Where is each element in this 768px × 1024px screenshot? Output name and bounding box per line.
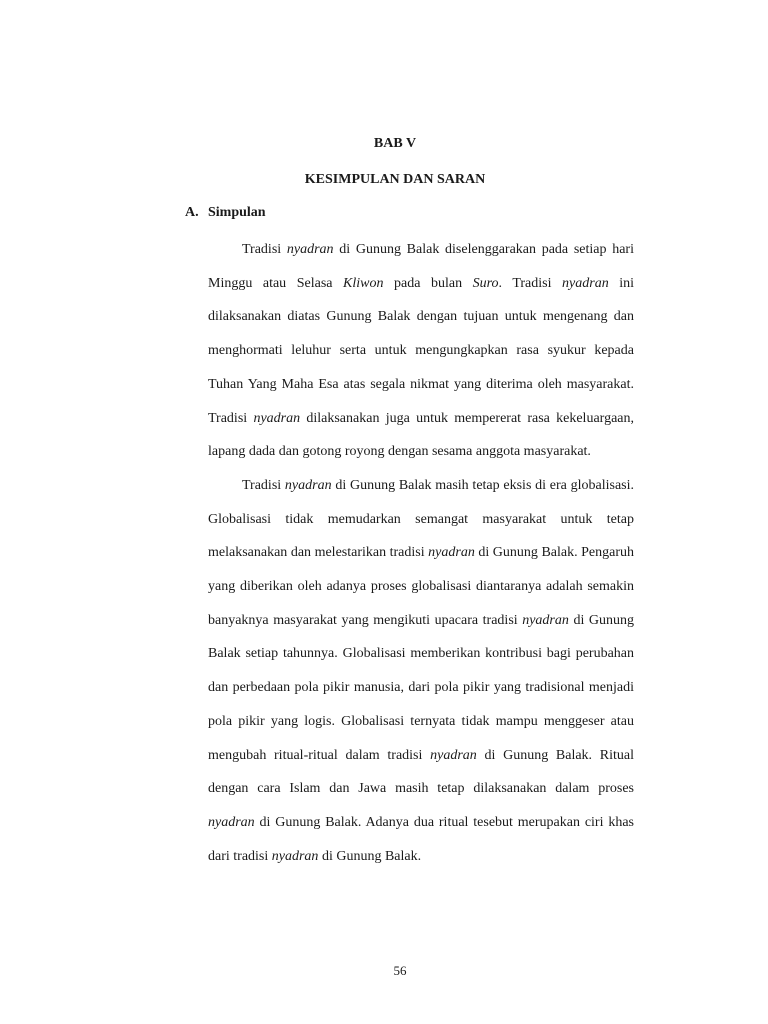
text-run: dilaksanakan juga untuk mempererat rasa kekeluargaan, lapang dada dan gotong royong dengan sesama anggota masyarakat. bbox=[208, 410, 634, 460]
italic-term: Suro bbox=[472, 275, 499, 291]
text-run: ini dilaksanakan diatas Gunung Balak dengan tujuan untuk mengenang dan menghormati leluhur serta untuk mengungkapkan rasa syukur kepada Tuhan Yang Maha Esa atas segala nikmat yang diterima oleh masyarakat. Tradisi bbox=[208, 275, 635, 426]
italic-term: nyadran bbox=[562, 275, 609, 291]
chapter-title: KESIMPULAN DAN SARAN bbox=[304, 172, 486, 187]
text-run: di Gunung Balak diselenggarakan pada setiap hari Minggu atau Selasa bbox=[208, 242, 634, 291]
italic-term: nyadran bbox=[522, 612, 569, 628]
body-text bbox=[208, 233, 634, 873]
chapter-label: BAB V bbox=[373, 136, 417, 151]
italic-term: nyadran bbox=[286, 242, 334, 257]
text-run: . Tradisi bbox=[498, 275, 563, 291]
text-run: di Gunung Balak. bbox=[318, 848, 422, 864]
paragraph bbox=[208, 233, 634, 469]
section-heading bbox=[185, 205, 266, 221]
text-run: Tradisi bbox=[242, 242, 287, 257]
text-run: pada bulan bbox=[383, 275, 473, 291]
section-title: Simpulan bbox=[208, 205, 266, 220]
page-number: 56 bbox=[393, 963, 407, 978]
section-number: A. bbox=[185, 205, 199, 220]
paragraph bbox=[208, 469, 634, 873]
text-run: di Gunung Balak masih tetap eksis di era globalisasi. Globalisasi tidak memudarkan semangat masyarakat untuk tetap melaksanakan dan melestarikan tradisi bbox=[208, 477, 634, 561]
italic-term: nyadran bbox=[271, 848, 319, 864]
italic-term: nyadran bbox=[208, 814, 255, 830]
italic-term: nyadran bbox=[430, 747, 477, 763]
italic-term: nyadran bbox=[284, 477, 332, 493]
italic-term: nyadran bbox=[428, 545, 475, 561]
text-run: Tradisi bbox=[242, 477, 285, 493]
italic-term: Kliwon bbox=[343, 275, 384, 291]
text-run: di Gunung Balak. Pengaruh yang diberikan oleh adanya proses globalisasi diantaranya adalah semakin banyaknya masyarakat yang mengikuti upacara tradisi bbox=[208, 545, 635, 628]
text-run: di Gunung Balak setiap tahunnya. Globalisasi memberikan kontribusi bagi perubahan dan perbedaan pola pikir manusia, dari pola pikir yang tradisional menjadi pola pikir yang logis. Globalisasi ternyata tidak mampu menggeser atau mengubah ritual-ritual dalam tradisi bbox=[208, 612, 634, 763]
text-run: di Gunung Balak. Ritual dengan cara Islam dan Jawa masih tetap dilaksanakan dalam proses bbox=[208, 747, 634, 797]
text-run: di Gunung Balak. Adanya dua ritual tesebut merupakan ciri khas dari tradisi bbox=[208, 814, 634, 864]
italic-term: nyadran bbox=[253, 410, 301, 426]
